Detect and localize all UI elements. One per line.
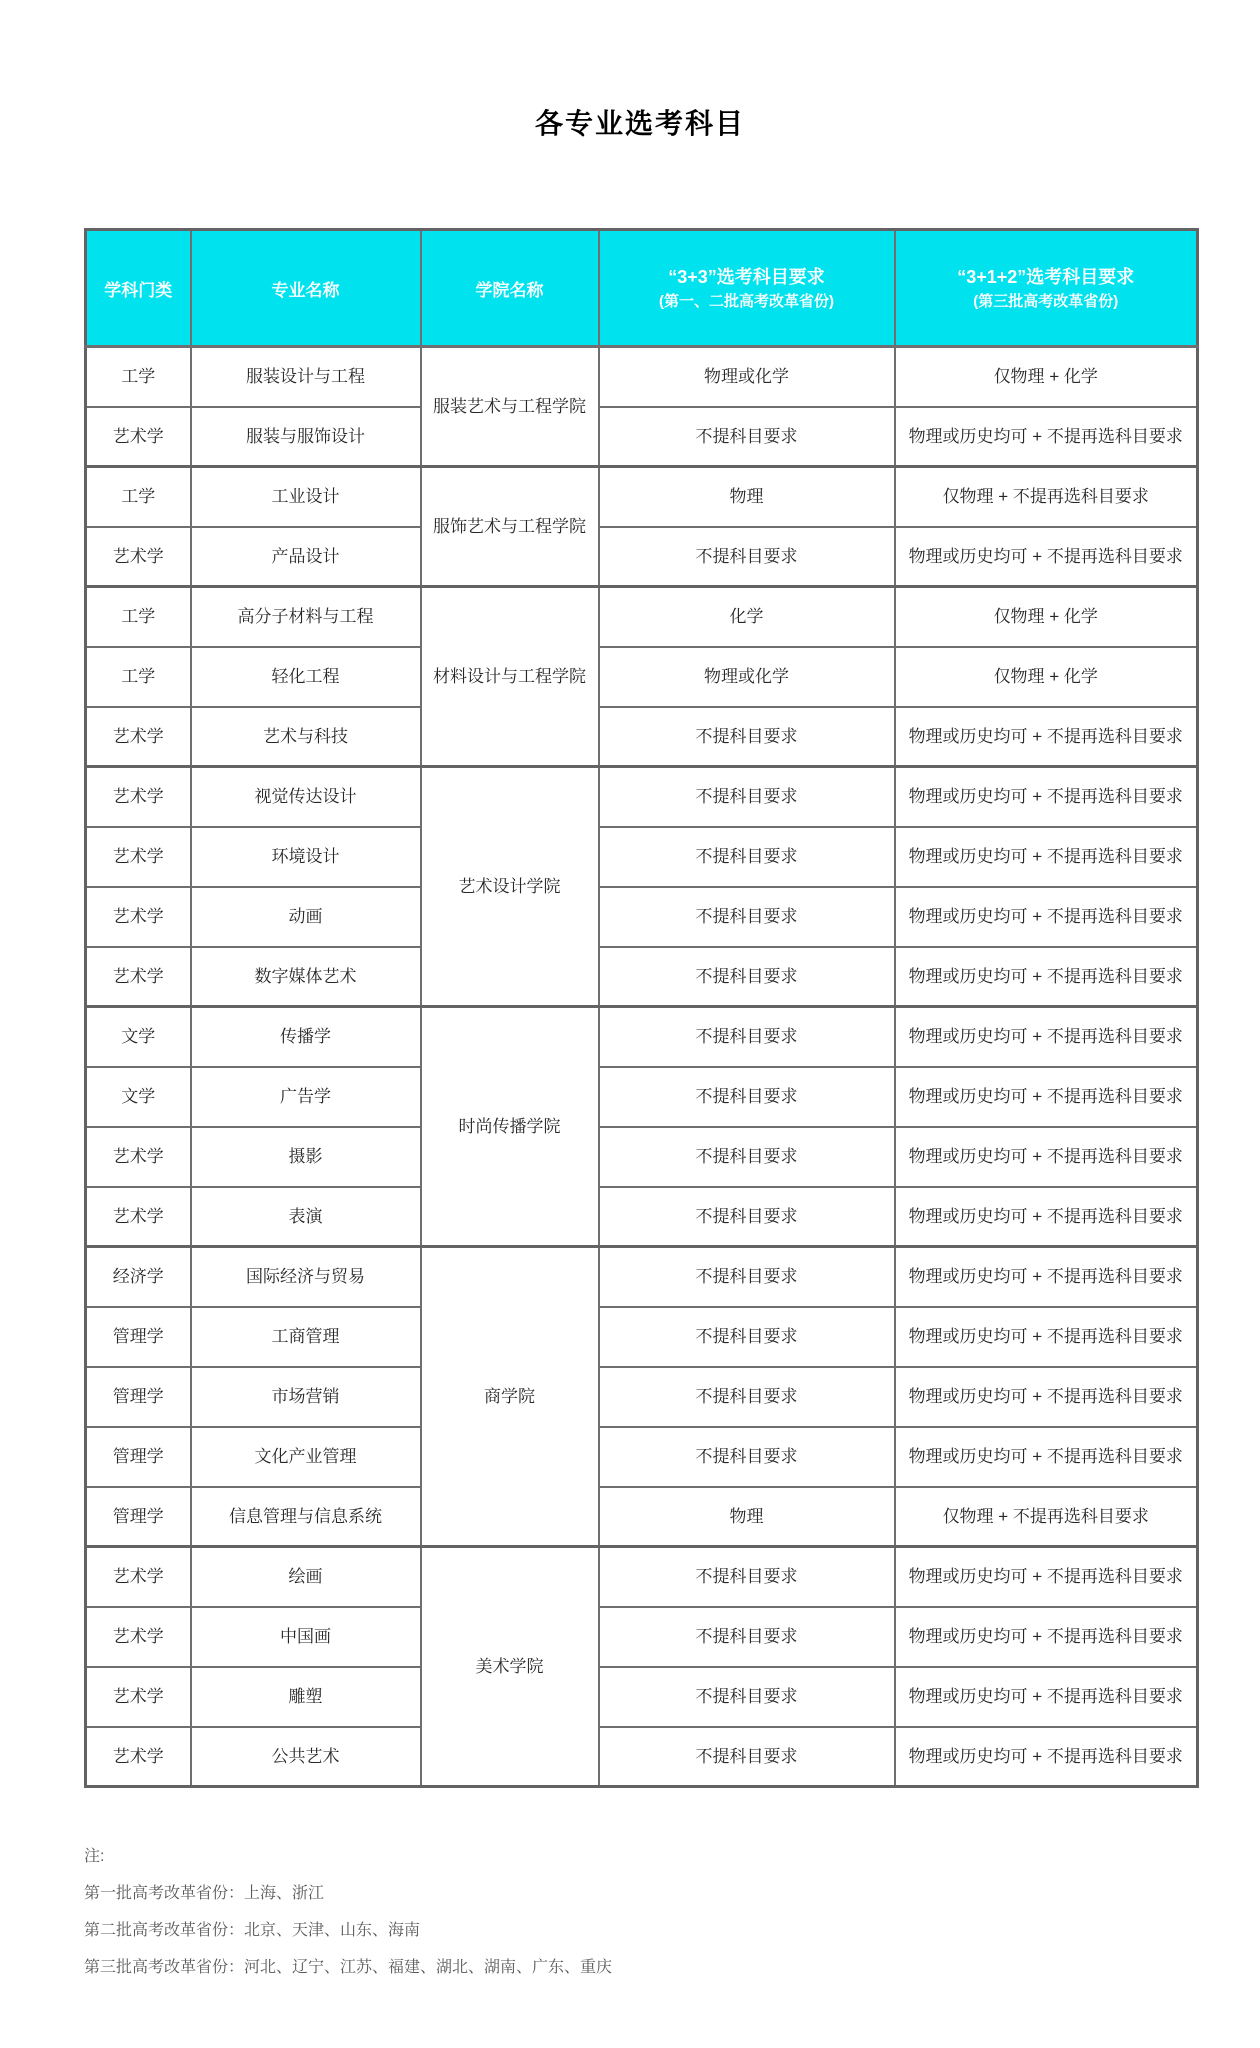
req-3plus1plus2-cell: 物理或历史均可 + 不提再选科目要求 [895, 1547, 1198, 1607]
req-3plus3-cell: 物理 [599, 1487, 895, 1547]
table-row [86, 1487, 1198, 1547]
discipline-cell: 工学 [86, 467, 191, 527]
req-3plus1plus2-cell: 物理或历史均可 + 不提再选科目要求 [895, 1307, 1198, 1367]
req-3plus3-cell: 不提科目要求 [599, 1247, 895, 1307]
table-row [86, 1007, 1198, 1067]
table-row [86, 1307, 1198, 1367]
major-cell: 服装与服饰设计 [191, 407, 421, 467]
major-cell: 表演 [191, 1187, 421, 1247]
req-3plus3-cell: 化学 [599, 587, 895, 647]
discipline-cell: 管理学 [86, 1367, 191, 1427]
header-3plus1plus2-sub: (第三批高考改革省份) [973, 293, 1119, 310]
discipline-cell: 文学 [86, 1067, 191, 1127]
discipline-cell: 管理学 [86, 1307, 191, 1367]
req-3plus1plus2-cell: 仅物理 + 化学 [895, 587, 1198, 647]
req-3plus1plus2-cell: 物理或历史均可 + 不提再选科目要求 [895, 1127, 1198, 1187]
header-row [86, 230, 1198, 347]
discipline-cell: 艺术学 [86, 407, 191, 467]
discipline-cell: 管理学 [86, 1427, 191, 1487]
req-3plus1plus2-cell: 物理或历史均可 + 不提再选科目要求 [895, 1667, 1198, 1727]
notes-label: 注: [84, 1848, 105, 1865]
req-3plus3-cell: 不提科目要求 [599, 1367, 895, 1427]
req-3plus1plus2-cell: 物理或历史均可 + 不提再选科目要求 [895, 1427, 1198, 1487]
req-3plus1plus2-cell: 物理或历史均可 + 不提再选科目要求 [895, 1247, 1198, 1307]
req-3plus1plus2-cell: 仅物理 + 不提再选科目要求 [895, 1487, 1198, 1547]
req-3plus1plus2-cell: 物理或历史均可 + 不提再选科目要求 [895, 1007, 1198, 1067]
req-3plus3-cell: 不提科目要求 [599, 1427, 895, 1487]
major-cell: 服装设计与工程 [191, 347, 421, 407]
header-3plus1plus2-main: “3+1+2”选考科目要求 [957, 267, 1135, 287]
table-row [86, 1247, 1198, 1307]
table-row [86, 347, 1198, 407]
req-3plus3-cell: 不提科目要求 [599, 407, 895, 467]
header-college: 学院名称 [421, 230, 599, 347]
college-cell: 商学院 [421, 1247, 599, 1547]
table-row [86, 767, 1198, 827]
discipline-cell: 管理学 [86, 1487, 191, 1547]
req-3plus1plus2-cell: 物理或历史均可 + 不提再选科目要求 [895, 1367, 1198, 1427]
table-row [86, 1187, 1198, 1247]
major-cell: 公共艺术 [191, 1727, 421, 1787]
req-3plus3-cell: 不提科目要求 [599, 1187, 895, 1247]
req-3plus3-cell: 物理或化学 [599, 347, 895, 407]
req-3plus3-cell: 不提科目要求 [599, 1067, 895, 1127]
table-row [86, 887, 1198, 947]
majors-table-header [86, 230, 1198, 347]
req-3plus1plus2-cell: 物理或历史均可 + 不提再选科目要求 [895, 827, 1198, 887]
req-3plus3-cell: 不提科目要求 [599, 827, 895, 887]
table-row [86, 1607, 1198, 1667]
college-cell: 材料设计与工程学院 [421, 587, 599, 767]
discipline-cell: 工学 [86, 587, 191, 647]
major-cell: 传播学 [191, 1007, 421, 1067]
discipline-cell: 艺术学 [86, 1547, 191, 1607]
discipline-cell: 艺术学 [86, 1667, 191, 1727]
req-3plus3-cell: 不提科目要求 [599, 1547, 895, 1607]
discipline-cell: 艺术学 [86, 707, 191, 767]
major-cell: 广告学 [191, 1067, 421, 1127]
table-row [86, 1667, 1198, 1727]
req-3plus3-cell: 物理 [599, 467, 895, 527]
req-3plus3-cell: 不提科目要求 [599, 1307, 895, 1367]
discipline-cell: 艺术学 [86, 947, 191, 1007]
discipline-cell: 文学 [86, 1007, 191, 1067]
notes-section [84, 1838, 1196, 1986]
discipline-cell: 艺术学 [86, 1187, 191, 1247]
req-3plus1plus2-cell: 物理或历史均可 + 不提再选科目要求 [895, 527, 1198, 587]
note-line: 第二批高考改革省份：北京、天津、山东、海南 [84, 1922, 421, 1939]
major-cell: 国际经济与贸易 [191, 1247, 421, 1307]
req-3plus1plus2-cell: 物理或历史均可 + 不提再选科目要求 [895, 767, 1198, 827]
req-3plus3-cell: 不提科目要求 [599, 947, 895, 1007]
college-cell: 服饰艺术与工程学院 [421, 467, 599, 587]
req-3plus3-cell: 不提科目要求 [599, 1667, 895, 1727]
major-cell: 环境设计 [191, 827, 421, 887]
major-cell: 高分子材料与工程 [191, 587, 421, 647]
major-cell: 绘画 [191, 1547, 421, 1607]
majors-table-body [86, 347, 1198, 1787]
major-cell: 中国画 [191, 1607, 421, 1667]
table-row [86, 1367, 1198, 1427]
table-row [86, 467, 1198, 527]
req-3plus1plus2-cell: 物理或历史均可 + 不提再选科目要求 [895, 707, 1198, 767]
discipline-cell: 艺术学 [86, 827, 191, 887]
discipline-cell: 工学 [86, 347, 191, 407]
note-line: 第三批高考改革省份：河北、辽宁、江苏、福建、湖北、湖南、广东、重庆 [84, 1959, 613, 1976]
header-discipline: 学科门类 [86, 230, 191, 347]
table-row [86, 407, 1198, 467]
table-row [86, 1427, 1198, 1487]
major-cell: 工商管理 [191, 1307, 421, 1367]
req-3plus3-cell: 物理或化学 [599, 647, 895, 707]
req-3plus1plus2-cell: 物理或历史均可 + 不提再选科目要求 [895, 947, 1198, 1007]
college-cell: 服装艺术与工程学院 [421, 347, 599, 467]
req-3plus3-cell: 不提科目要求 [599, 1607, 895, 1667]
majors-table [84, 228, 1199, 1788]
discipline-cell: 艺术学 [86, 767, 191, 827]
major-cell: 摄影 [191, 1127, 421, 1187]
discipline-cell: 经济学 [86, 1247, 191, 1307]
header-3plus1plus2 [895, 230, 1198, 347]
college-cell: 时尚传播学院 [421, 1007, 599, 1247]
req-3plus3-cell: 不提科目要求 [599, 1127, 895, 1187]
header-3plus3 [599, 230, 895, 347]
table-row [86, 707, 1198, 767]
req-3plus1plus2-cell: 物理或历史均可 + 不提再选科目要求 [895, 1187, 1198, 1247]
discipline-cell: 艺术学 [86, 887, 191, 947]
table-row [86, 1067, 1198, 1127]
req-3plus3-cell: 不提科目要求 [599, 1007, 895, 1067]
header-3plus3-main: “3+3”选考科目要求 [668, 267, 825, 287]
req-3plus1plus2-cell: 物理或历史均可 + 不提再选科目要求 [895, 1607, 1198, 1667]
req-3plus1plus2-cell: 仅物理 + 化学 [895, 647, 1198, 707]
major-cell: 信息管理与信息系统 [191, 1487, 421, 1547]
req-3plus1plus2-cell: 仅物理 + 化学 [895, 347, 1198, 407]
major-cell: 数字媒体艺术 [191, 947, 421, 1007]
table-row [86, 527, 1198, 587]
major-cell: 轻化工程 [191, 647, 421, 707]
req-3plus3-cell: 不提科目要求 [599, 707, 895, 767]
table-row [86, 1727, 1198, 1787]
major-cell: 艺术与科技 [191, 707, 421, 767]
major-cell: 视觉传达设计 [191, 767, 421, 827]
req-3plus3-cell: 不提科目要求 [599, 887, 895, 947]
major-cell: 文化产业管理 [191, 1427, 421, 1487]
discipline-cell: 艺术学 [86, 1607, 191, 1667]
header-major: 专业名称 [191, 230, 421, 347]
major-cell: 工业设计 [191, 467, 421, 527]
college-cell: 美术学院 [421, 1547, 599, 1787]
req-3plus1plus2-cell: 物理或历史均可 + 不提再选科目要求 [895, 887, 1198, 947]
discipline-cell: 工学 [86, 647, 191, 707]
req-3plus3-cell: 不提科目要求 [599, 527, 895, 587]
major-cell: 雕塑 [191, 1667, 421, 1727]
req-3plus1plus2-cell: 物理或历史均可 + 不提再选科目要求 [895, 1727, 1198, 1787]
table-row [86, 827, 1198, 887]
major-cell: 产品设计 [191, 527, 421, 587]
content-area [84, 0, 1196, 1986]
table-row [86, 947, 1198, 1007]
college-cell: 艺术设计学院 [421, 767, 599, 1007]
req-3plus1plus2-cell: 仅物理 + 不提再选科目要求 [895, 467, 1198, 527]
req-3plus3-cell: 不提科目要求 [599, 767, 895, 827]
req-3plus1plus2-cell: 物理或历史均可 + 不提再选科目要求 [895, 407, 1198, 467]
discipline-cell: 艺术学 [86, 1727, 191, 1787]
page-title: 各专业选考科目 [534, 108, 745, 139]
req-3plus3-cell: 不提科目要求 [599, 1727, 895, 1787]
table-row [86, 1127, 1198, 1187]
discipline-cell: 艺术学 [86, 527, 191, 587]
discipline-cell: 艺术学 [86, 1127, 191, 1187]
note-line: 第一批高考改革省份：上海、浙江 [84, 1885, 325, 1902]
table-row [86, 587, 1198, 647]
table-row [86, 647, 1198, 707]
major-cell: 市场营销 [191, 1367, 421, 1427]
major-cell: 动画 [191, 887, 421, 947]
header-3plus3-sub: (第一、二批高考改革省份) [659, 293, 834, 310]
req-3plus1plus2-cell: 物理或历史均可 + 不提再选科目要求 [895, 1067, 1198, 1127]
table-row [86, 1547, 1198, 1607]
